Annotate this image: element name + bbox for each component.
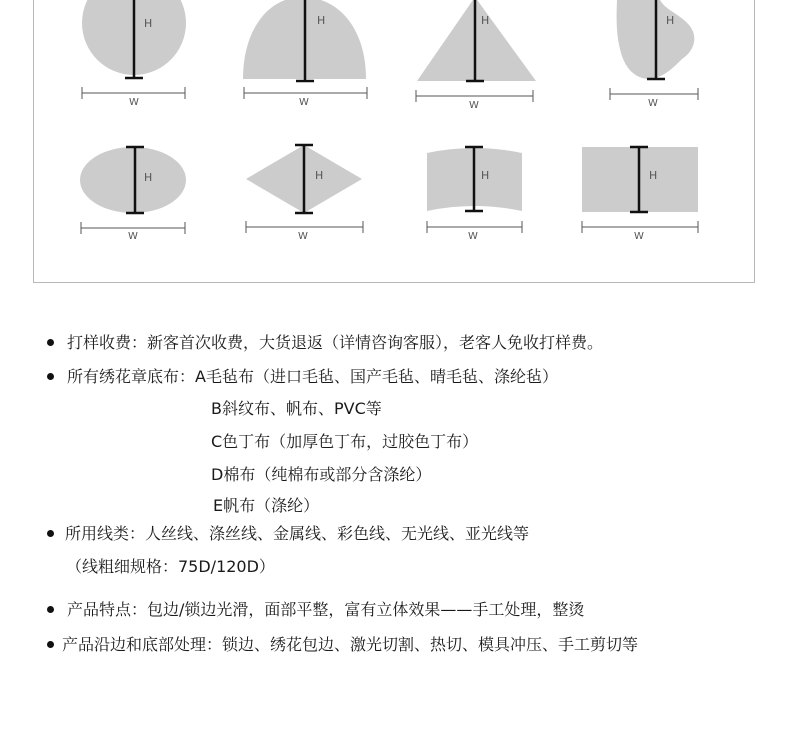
width-label: W	[634, 231, 644, 242]
height-label: H	[144, 17, 153, 30]
thread-types-note: 所用线类：人丝线、涤丝线、金属线、彩色线、无光线、亚光线等	[65, 524, 530, 543]
irregular-shape	[610, 0, 698, 109]
height-label: H	[317, 14, 326, 27]
thread-spec-note: （线粗细规格：75D/120D）	[66, 557, 275, 576]
rectangle-shape	[582, 147, 698, 242]
fabric-option-b: B斜纹布、帆布、PVC等	[211, 399, 382, 418]
height-label: H	[481, 169, 490, 182]
curved-banner-shape	[427, 147, 522, 242]
oval-fill	[80, 147, 186, 213]
height-label: H	[481, 14, 490, 27]
fabric-option-d: D棉布（纯棉布或部分含涤纶）	[211, 465, 432, 484]
bullet-dot	[47, 641, 54, 648]
width-label: W	[648, 98, 658, 109]
fabric-option-c: C色丁布（加厚色丁布，过胶色丁布）	[211, 432, 479, 451]
bullet-dot	[47, 373, 54, 380]
sampling-fee-note: 打样收费：新客首次收费，大货退返（详情咨询客服），老客人免收打样费。	[67, 333, 604, 352]
width-label: W	[468, 231, 478, 242]
bullet-dot	[47, 339, 54, 346]
shape-diagram-svg	[34, 0, 756, 284]
height-label: H	[649, 169, 658, 182]
height-label: H	[315, 169, 324, 182]
product-features-note: 产品特点：包边/锁边光滑，面部平整，富有立体效果——手工处理，整烫	[67, 600, 585, 619]
circle-shape	[82, 0, 186, 108]
width-label: W	[469, 100, 479, 111]
triangle-fill	[417, 0, 536, 81]
width-label: W	[128, 231, 138, 242]
bullet-dot	[47, 530, 54, 537]
edge-processing-note: 产品沿边和底部处理：锁边、绣花包边、激光切割、热切、模具冲压、手工剪切等	[62, 635, 639, 654]
height-label: H	[666, 14, 675, 27]
diamond-shape	[246, 145, 363, 242]
bullet-dot	[47, 606, 54, 613]
fabric-option-e: E帆布（涤纶）	[213, 496, 320, 515]
height-label: H	[144, 171, 153, 184]
oval-shape	[80, 147, 186, 242]
shape-size-diagram	[33, 0, 755, 283]
width-label: W	[298, 231, 308, 242]
width-label: W	[299, 97, 309, 108]
arch-shape	[243, 0, 367, 108]
triangle-shape	[416, 0, 536, 111]
width-label: W	[129, 97, 139, 108]
fabric-types-note: 所有绣花章底布：A毛毡布（进口毛毡、国产毛毡、晴毛毡、涤纶毡）	[67, 367, 558, 386]
